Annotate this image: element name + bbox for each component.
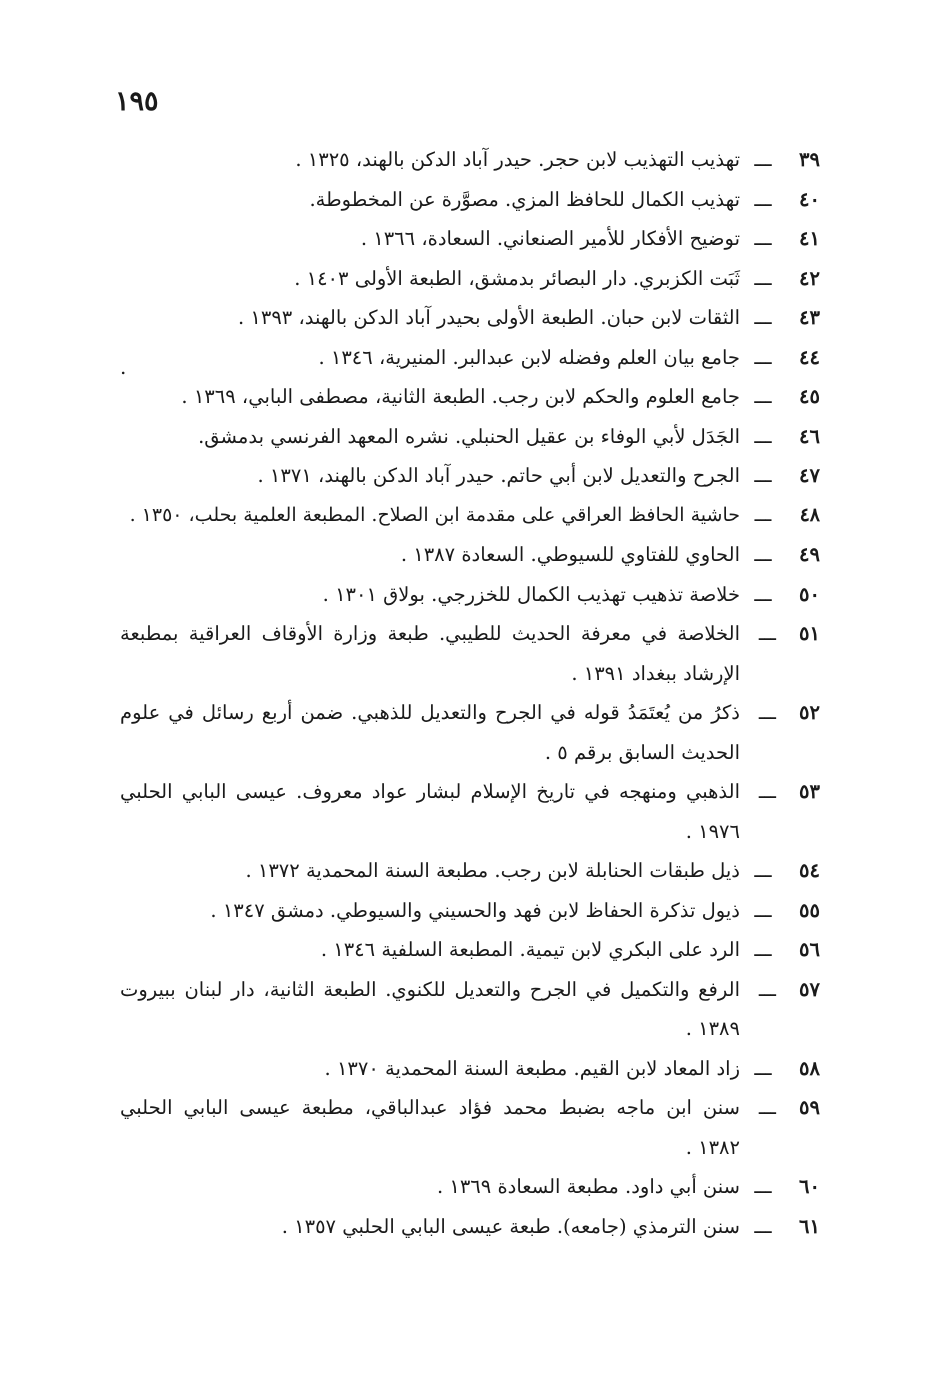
bibliography-entry	[120, 140, 820, 180]
entry-text: الحاوي للفتاوي للسيوطي. السعادة ١٣٨٧ .	[400, 543, 740, 566]
entry-dash: ـــ	[754, 898, 772, 922]
bibliography-list	[120, 140, 820, 1246]
entry-number: ٤٠	[799, 187, 820, 211]
entry-dash: ـــ	[754, 1056, 772, 1080]
entry-dash: ـــ	[754, 503, 772, 526]
entry-text: زاد المعاد لابن القيم. مطبعة السنة المحمدية ١٣٧٠ .	[324, 1056, 740, 1080]
entry-dash: ـــ	[754, 227, 772, 250]
entry-dash: ـــ	[754, 464, 772, 487]
entry-text: توضيح الأفكار للأمير الصنعاني. السعادة، ١٣٦٦ .	[360, 227, 740, 250]
entry-text: ثَبَت الكزبري. دار البصائر بدمشق، الطبعة الأولى ١٤٠٣ .	[294, 266, 740, 290]
bibliography-entry	[120, 1167, 820, 1207]
bibliography-entry	[120, 891, 820, 931]
entry-number: ٤٥	[799, 385, 820, 408]
page-number: ١٩٥	[115, 86, 159, 117]
entry-text: الثقات لابن حبان. الطبعة الأولى بحيدر آباد الدكن بالهند، ١٣٩٣ .	[237, 306, 740, 329]
entry-dash: ـــ	[754, 345, 772, 369]
entry-dash: ـــ	[758, 977, 776, 1001]
entry-dash: ـــ	[754, 859, 772, 882]
entry-text: الجرح والتعديل لابن أبي حاتم. حيدر آباد الدكن بالهند، ١٣٧١ .	[257, 464, 740, 487]
entry-number: ٤٤	[799, 345, 820, 369]
bibliography-entry	[120, 575, 820, 615]
bibliography-entry	[120, 1207, 820, 1247]
entry-number: ٦١	[799, 1214, 820, 1238]
entry-text: جامع العلوم والحكم لابن رجب. الطبعة الثانية، مصطفى البابي، ١٣٦٩ .	[181, 385, 740, 408]
bibliography-entry	[120, 693, 820, 772]
entry-number: ٥٢	[799, 701, 820, 724]
entry-number: ٥٦	[799, 938, 820, 961]
entry-text: سنن الترمذي (جامعه). طبعة عيسى البابي الحلبي ١٣٥٧ .	[281, 1214, 740, 1238]
entry-dash: ـــ	[754, 938, 772, 961]
entry-dash: ـــ	[754, 1175, 772, 1198]
bibliography-entry	[120, 772, 820, 851]
entry-number: ٥٧	[799, 977, 820, 1001]
bibliography-entry	[120, 259, 820, 299]
entry-text: ذكرُ من يُعتَمَدُ قوله في الجرح والتعديل للذهبي. ضمن أربع رسائل في علوم الحديث السابق برقم ٥ .	[120, 701, 740, 764]
entry-number: ٥٣	[799, 780, 820, 803]
entry-number: ٤٢	[799, 266, 820, 290]
bibliography-entry	[120, 1049, 820, 1089]
entry-dash: ـــ	[754, 187, 772, 211]
entry-dash: ـــ	[758, 622, 776, 645]
entry-text: الرفع والتكميل في الجرح والتعديل للكنوي. الطبعة الثانية، دار لبنان ببيروت ١٣٨٩ .	[120, 977, 740, 1040]
entry-number: ٤٣	[799, 306, 820, 329]
entry-text: الخلاصة في معرفة الحديث للطيبي. طبعة وزارة الأوقاف العراقية بمطبعة الإرشاد ببغداد ١٣٩١ .	[120, 622, 740, 685]
entry-text: ذيل طبقات الحنابلة لابن رجب. مطبعة السنة المحمدية ١٣٧٢ .	[245, 859, 740, 882]
bibliography-entry	[120, 496, 820, 536]
bibliography-entry	[120, 456, 820, 496]
entry-text: حاشية الحافظ العراقي على مقدمة ابن الصلاح. المطبعة العلمية بحلب، ١٣٥٠ .	[129, 503, 740, 526]
entry-dash: ـــ	[754, 266, 772, 290]
entry-text: الجَدَل لأبي الوفاء بن عقيل الحنبلي. نشره المعهد الفرنسي بدمشق.	[198, 424, 740, 448]
entry-number: ٥١	[799, 622, 820, 645]
entry-number: ٤٩	[799, 543, 820, 566]
entry-number: ٤٨	[799, 503, 820, 526]
entry-dash: ـــ	[754, 148, 772, 171]
entry-number: ٥٠	[799, 582, 820, 606]
entry-text: الرد على البكري لابن تيمية. المطبعة السلفية ١٣٤٦ .	[320, 938, 740, 961]
entry-dash: ـــ	[754, 385, 772, 408]
entry-number: ٣٩	[799, 148, 820, 171]
entry-text: جامع بيان العلم وفضله لابن عبدالبر. المنيرية، ١٣٤٦ .	[318, 345, 740, 369]
entry-dash: ـــ	[754, 306, 772, 329]
bibliography-entry	[120, 298, 820, 338]
entry-dash: ـــ	[758, 780, 776, 803]
entry-number: ٤١	[799, 227, 820, 250]
entry-number: ٥٤	[799, 859, 820, 882]
entry-text: تهذيب الكمال للحافظ المزي. مصوَّرة عن المخطوطة.	[309, 187, 740, 211]
entry-dash: ـــ	[754, 1214, 772, 1238]
entry-number: ٤٧	[799, 464, 820, 487]
entry-dash: ـــ	[754, 424, 772, 448]
entry-text: سنن ابن ماجه بضبط محمد فؤاد عبدالباقي، مطبعة عيسى البابي الحلبي ١٣٨٢ .	[120, 1096, 740, 1159]
entry-number: ٦٠	[799, 1175, 820, 1198]
bibliography-entry	[120, 535, 820, 575]
entry-number: ٥٥	[799, 898, 820, 922]
bibliography-entry	[120, 338, 820, 378]
bibliography-entry	[120, 180, 820, 220]
entry-number: ٥٨	[799, 1056, 820, 1080]
bibliography-entry	[120, 219, 820, 259]
entry-number: ٤٦	[799, 424, 820, 448]
entry-dash: ـــ	[758, 701, 776, 724]
bibliography-entry	[120, 851, 820, 891]
bibliography-entry	[120, 417, 820, 457]
entry-dash: ـــ	[754, 543, 772, 566]
bibliography-entry	[120, 930, 820, 970]
entry-number: ٥٩	[799, 1096, 820, 1119]
bibliography-entry	[120, 614, 820, 693]
entry-text: خلاصة تذهيب تهذيب الكمال للخزرجي. بولاق ١٣٠١ .	[322, 582, 740, 606]
entry-text: الذهبي ومنهجه في تاريخ الإسلام لبشار عواد معروف. عيسى البابي الحلبي ١٩٧٦ .	[120, 780, 740, 843]
entry-dash: ـــ	[754, 582, 772, 606]
stray-mark: .	[120, 355, 127, 379]
entry-text: تهذيب التهذيب لابن حجر. حيدر آباد الدكن بالهند، ١٣٢٥ .	[295, 148, 740, 171]
entry-text: سنن أبي داود. مطبعة السعادة ١٣٦٩ .	[436, 1175, 740, 1198]
entry-dash: ـــ	[758, 1096, 776, 1119]
bibliography-entry	[120, 1088, 820, 1167]
entry-text: ذيول تذكرة الحفاظ لابن فهد والحسيني والسيوطي. دمشق ١٣٤٧ .	[210, 898, 740, 922]
bibliography-entry	[120, 377, 820, 417]
bibliography-entry	[120, 970, 820, 1049]
